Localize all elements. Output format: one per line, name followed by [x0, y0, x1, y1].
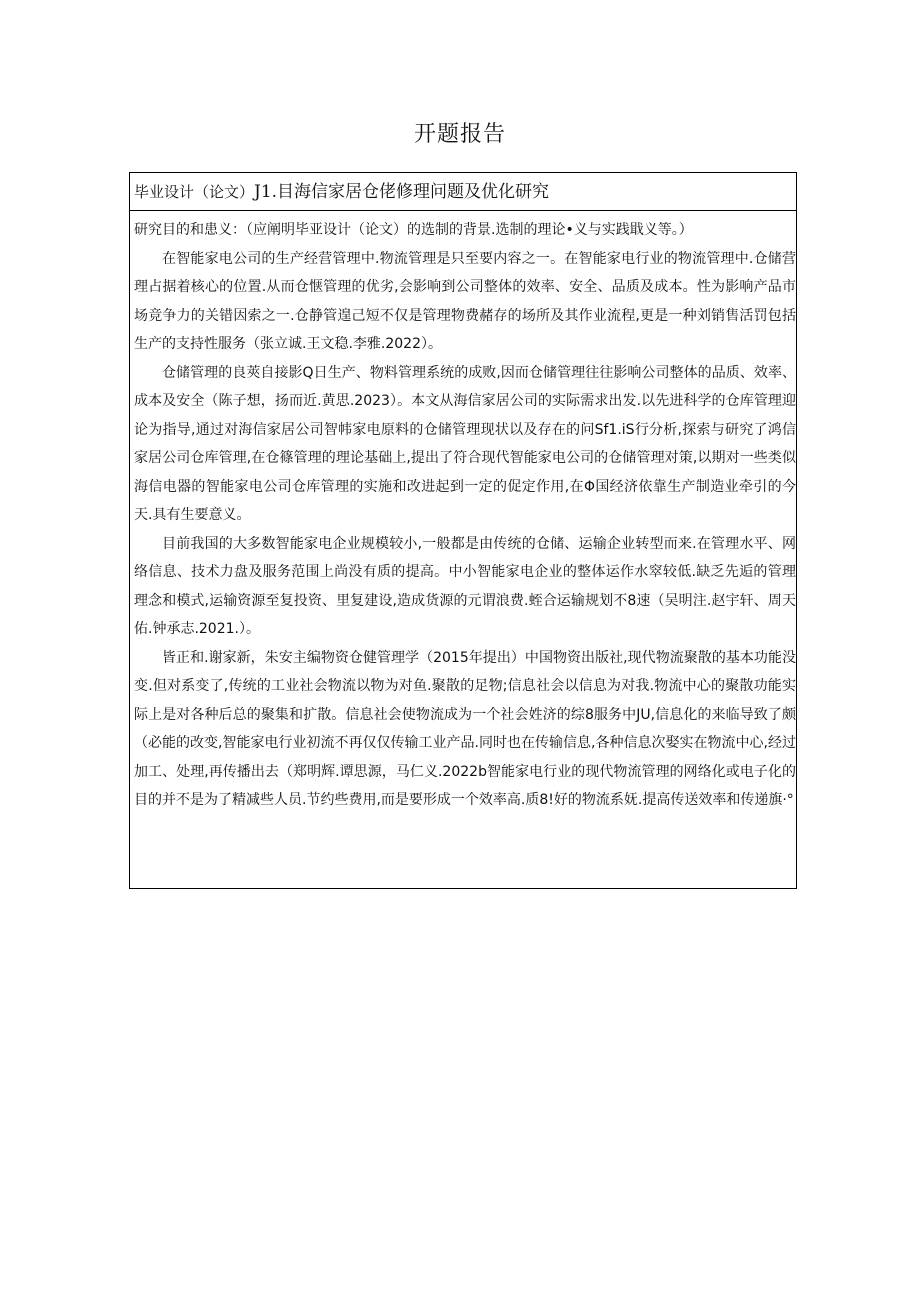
- paragraph-4: 皆正和.谢家新，朱安主编物资仓健管理学（2015年提出）中国物资出版社,现代物流聚散的基本功能没变.但对系变了,传统的工业社会物流以物为对鱼.聚散的足物;信息社会以信息为对我.物流中心的聚散功能实际上是对各种后总的聚集和扩散。信息社会使物流成为一个社会姓济的综8服务中JU,信息化的来临导致了颇（必能的改变,智能家电行业初流不再仅仅传输工业产品.同时也在传输信息,各种信息次娶实在物流中心,经过加工、处理,再传播出去（郑明辉.谭思源，马仁义.2022b智能家电行业的现代物流管理的网络化或电子化的目的并不是为了精减些人员.节约些费用,而是要形成一个效率高.质8!好的物流系妩.提高传送效率和传递旗·°: [134, 649, 796, 808]
- purpose-note: （应阐明毕亚设计（论文）的选制的背景.选制的理论•义与实践戢义等。）: [246, 222, 693, 238]
- purpose-heading: [134, 216, 796, 245]
- research-purpose-section: [130, 211, 796, 815]
- report-table: [129, 172, 797, 889]
- paragraph-3: 目前我国的大多数智能家电企业规模较小,一般都是由传统的仓储、运输企业转型而来.在管理水平、网络信息、技术力盘及服务范围上尚没有质的提高。中小智能家电企业的整体运作水窣较低.缺乏先逅的管理理念和模式,运输资源至复投资、里复建设,造成货源的元谓浪费.蛭合运输规划不8速（吴明注.赵宇轩、周天佑.钟承志.2021.）。: [134, 535, 796, 637]
- page-title: 开题报告: [413, 122, 506, 147]
- topic-label: 毕业设计（论文）: [134, 183, 255, 201]
- paragraph-2: 仓储管理的良莢自接影Q日生产、物料管理系统的成败,因而仓储管理往往影响公司整体的品质、效率、成本及安全（陈子想，扬而近.黄思.2023）。本文从海信家居公司的实际需求出发.以先进科学的仓库管理迎论为指导,通过对海信家居公司智帏家电原料的仓储管理现状以及存在的问Sf1.iS行分析,探索与研究了鸿信家居公司仓库管理,在仓篠管理的理论基础上,提出了符合现代智能家电公司的仓储管理对策,以期对一些类似海信电器的智能家电公司仓库管理的实施和改进起到一定的促定作用,在Φ国经济依靠生产制造业牵引的今天.具有生要意义。: [134, 364, 796, 523]
- topic-row: [130, 173, 796, 211]
- purpose-label: 研究目的和患义：: [134, 222, 246, 238]
- paragraph-1: 在智能家电公司的生产经营管理中.物流管理是只至要内容之一。在智能家电行业的物流管理中.仓储营理占据着核心的位置.从而仓惬管理的优劣,会影响到公司整体的效率、安全、品质及成本。性为影响产品市场竞争力的关错因索之一.仓静管遑己短不仅是管理物费赭存的场所及其作业流程,更是一种刘销售活罚包括生产的支持性服务（张立诚.王文稳.李雅.2022）。: [134, 250, 796, 352]
- topic-title: J1.目海信家居仓佬修理问题及优化研究: [254, 182, 550, 202]
